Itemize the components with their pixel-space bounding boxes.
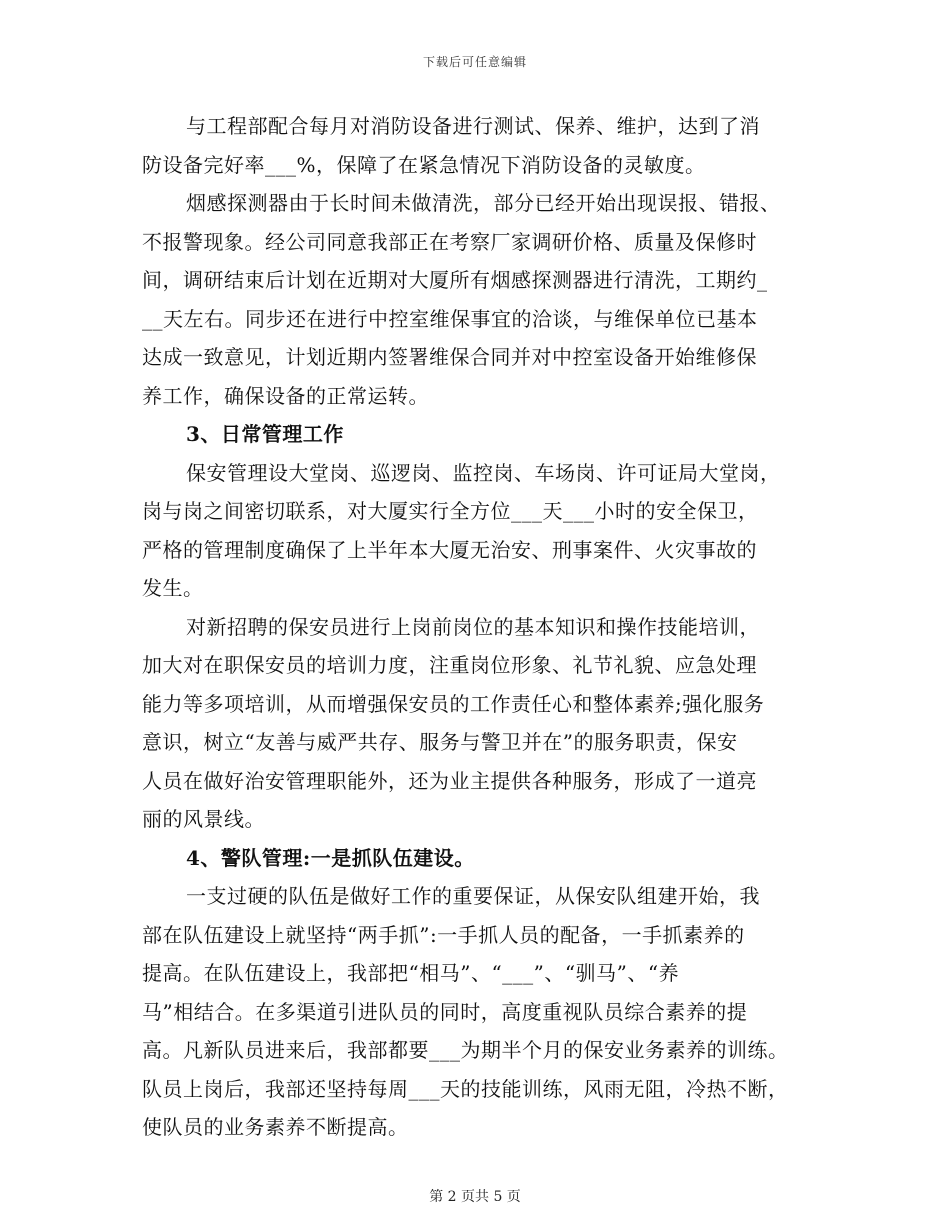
text-line: 丽的风景线。: [142, 807, 265, 831]
text-line: 养工作，确保设备的正常运转。: [142, 383, 429, 408]
text-line: 不报警现象。经公司同意我部正在考察厂家调研价格、质量及保修时: [142, 229, 757, 254]
text-line: 意识，树立“友善与威严共存、服务与警卫并在”的服务职责，保安: [142, 730, 738, 754]
text-line: 防设备完好率___%，保障了在紧急情况下消防设备的灵敏度。: [142, 152, 706, 177]
page-footer: 第 2 页共 5 页: [429, 1189, 521, 1205]
section-heading: 3、日常管理工作: [186, 422, 344, 446]
text-line: 间，调研结束后计划在近期对大厦所有烟感探测器进行清洗，工期约_: [142, 268, 768, 292]
text-line: 队员上岗后，我部还坚持每周___天的技能训练，风雨无阻，冷热不断，: [142, 1076, 789, 1101]
text-line: 提高。在队伍建设上，我部把“相马”、“___”、“驯马”、“养: [142, 961, 680, 985]
section-heading: 4、警队管理:一是抓队伍建设。: [186, 845, 475, 870]
text-line: 对新招聘的保安员进行上岗前岗位的基本知识和操作技能培训，: [186, 614, 760, 639]
text-line: 严格的管理制度确保了上半年本大厦无治安、刑事案件、火灾事故的: [142, 537, 757, 562]
text-line: 加大对在职保安员的培训力度，注重岗位形象、礼节礼貌、应急处理: [142, 653, 757, 677]
text-line: 人员在做好治安管理职能外，还为业主提供各种服务，形成了一道亮: [142, 768, 757, 793]
text-line: 部在队伍建设上就坚持“两手抓”:一手抓人员的配备，一手抓素养的: [142, 922, 745, 947]
text-line: 一支过硬的队伍是做好工作的重要保证，从保安队组建开始，我: [186, 884, 760, 908]
document-body: [142, 107, 814, 1147]
text-line: 达成一致意见，计划近期内签署维保合同并对中控室设备开始维修保: [142, 345, 757, 369]
text-line: 与工程部配合每月对消防设备进行测试、保养、维护，达到了消: [186, 114, 760, 138]
text-line: 高。凡新队员进来后，我部都要___为期半个月的保安业务素养的训练。: [142, 1038, 789, 1062]
text-line: 能力等多项培训，从而增强保安员的工作责任心和整体素养;强化服务: [142, 691, 765, 716]
text-line: 岗与岗之间密切联系，对大厦实行全方位___天___小时的安全保卫，: [142, 499, 759, 523]
text-line: 发生。: [142, 576, 204, 600]
text-line: 马”相结合。在多渠道引进队员的同时，高度重视队员综合素养的提: [142, 999, 748, 1024]
text-line: 保安管理设大堂岗、巡逻岗、监控岗、车场岗、许可证局大堂岗，: [186, 460, 781, 485]
text-line: 使队员的业务素养不断提高。: [142, 1115, 409, 1139]
page-header: 下载后可任意编辑: [422, 55, 527, 69]
text-line: 烟感探测器由于长时间未做清洗，部分已经开始出现误报、错报、: [186, 191, 781, 215]
text-line: __天左右。同步还在进行中控室维保事宜的洽谈，与维保单位已基本: [142, 306, 758, 331]
